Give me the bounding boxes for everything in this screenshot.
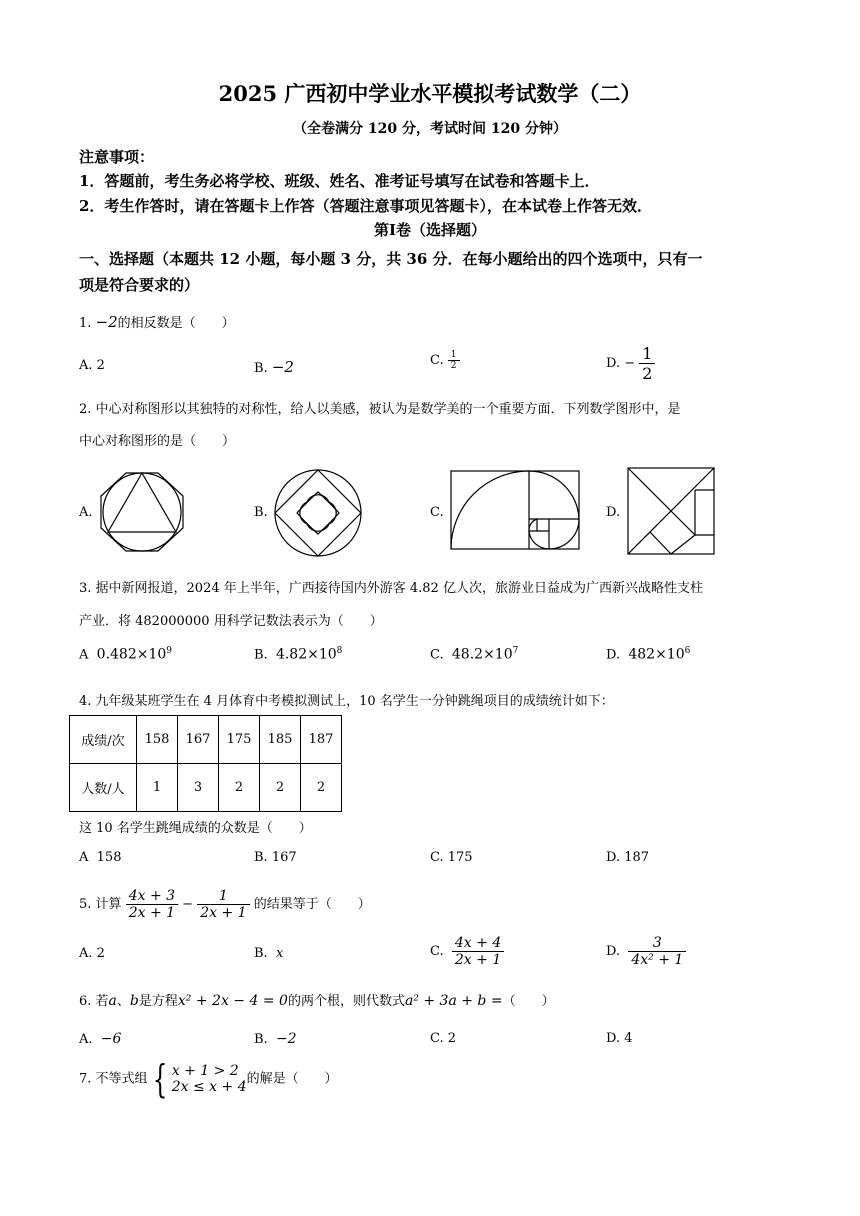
- fraction: [197, 888, 249, 921]
- option-value: 48.2×10: [451, 646, 513, 663]
- variable-b: b: [129, 993, 139, 1009]
- brace-symbol: {: [152, 1057, 167, 1101]
- q6-option-a: [79, 1031, 121, 1047]
- fraction-denominator: 2: [450, 361, 457, 371]
- option-value: 158: [96, 850, 122, 865]
- q1-option-b: [254, 358, 294, 376]
- fraction-numerator: 1: [197, 888, 249, 905]
- question-text: 是方程: [138, 994, 178, 1009]
- equation: x² + 2x − 4 = 0: [177, 993, 288, 1009]
- table-header-cell: 成绩/次: [70, 716, 137, 764]
- option-label: A.: [79, 1032, 93, 1047]
- table-cell: 2: [219, 764, 260, 812]
- circle-square-arcs-figure: [273, 468, 363, 558]
- notes-item-2: 2．考生作答时，请在答题卡上作答（答题注意事项见答题卡），在本试卷上作答无效．: [79, 197, 652, 215]
- question-5-stem: [79, 888, 371, 921]
- q3-option-b: [254, 646, 342, 662]
- q6-option-b: [254, 1031, 297, 1047]
- q1-option-d: [606, 344, 655, 383]
- q3-option-c: [430, 646, 518, 662]
- question-suffix: （ ）: [502, 994, 555, 1009]
- fraction: [628, 935, 686, 968]
- part1-heading-line2: 项是符合要求的）: [79, 276, 200, 294]
- option-label: B.: [254, 946, 268, 961]
- exponent: 9: [166, 646, 173, 656]
- question-4-stem: 4. 九年级某班学生在 4 月体育中考模拟测试上，10 名学生一分钟跳绳项目的成绩统计如下：: [79, 694, 614, 709]
- inequality-line-1: x + 1 > 2: [171, 1063, 239, 1079]
- page-subtitle: （全卷满分 120 分，考试时间 120 分钟）: [293, 121, 567, 137]
- notes-item-1: 1．答题前，考生务必将学校、班级、姓名、准考证号填写在试卷和答题卡上．: [79, 172, 600, 190]
- page-title: 2025 广西初中学业水平模拟考试数学（二）: [218, 81, 642, 106]
- question-prefix: 7. 不等式组: [79, 1071, 148, 1087]
- option-label: C.: [430, 353, 444, 368]
- volume-heading: 第Ⅰ卷（选择题）: [373, 221, 487, 239]
- fraction: [452, 935, 504, 968]
- q5-option-a: A. 2: [79, 946, 105, 961]
- exponent: 7: [512, 646, 519, 656]
- question-3-line2: 产业．将 482000000 用科学记数法表示为（ ）: [79, 614, 383, 629]
- q2-option-b-label: B.: [254, 505, 268, 520]
- golden-spiral-figure: [449, 469, 582, 551]
- q5-option-b: [254, 946, 283, 961]
- table-cell: 185: [260, 716, 301, 764]
- option-value: 482×10: [628, 646, 685, 663]
- fraction-denominator: 2x + 1: [454, 952, 502, 968]
- fraction: [448, 350, 460, 371]
- question-suffix: 的解是（ ）: [246, 1071, 338, 1087]
- option-label: B.: [254, 361, 268, 376]
- fraction-denominator: 2x + 1: [200, 905, 247, 921]
- q5-option-c: [430, 935, 504, 968]
- option-label: A: [79, 850, 89, 865]
- inequality-system: [172, 1063, 247, 1095]
- option-label: B.: [254, 647, 268, 663]
- q1-option-c: [430, 350, 460, 371]
- fraction: [639, 344, 655, 383]
- option-value: −2: [271, 358, 294, 376]
- table-cell: 1: [137, 764, 178, 812]
- q3-option-d: [606, 646, 690, 662]
- exponent: 6: [684, 646, 691, 656]
- option-label: C.: [430, 647, 444, 663]
- question-3-line1: 3. 据中新网报道，2024 年上半年，广西接待国内外游客 4.82 亿人次，旅游业日益成为广西新兴战略性支柱: [79, 581, 703, 596]
- table-cell: 3: [178, 764, 219, 812]
- algebraic-expression: a² + 3a + b =: [404, 993, 503, 1009]
- q6-option-c: C. 2: [430, 1031, 457, 1046]
- q4-option-a: [79, 850, 121, 865]
- minus-sign: −: [182, 897, 194, 912]
- table-header-cell: 人数/人: [70, 764, 137, 812]
- fraction-denominator: 2: [642, 364, 653, 383]
- variable-a: a: [108, 993, 117, 1009]
- table-row: [70, 764, 342, 812]
- q4-option-c: C. 175: [430, 850, 473, 865]
- option-label: D.: [606, 944, 621, 959]
- q4-option-b: B. 167: [254, 850, 297, 865]
- inequality-line-2: 2x ≤ x + 4: [171, 1079, 247, 1095]
- question-2-line1: 2. 中心对称图形以其独特的对称性，给人以美感，被认为是数学美的一个重要方面．下列数学图形中，是: [79, 402, 681, 417]
- option-label: C.: [430, 944, 444, 959]
- question-suffix: 的结果等于（ ）: [253, 897, 371, 912]
- option-label: D.: [606, 356, 621, 371]
- question-text: 的相反数是（ ）: [117, 316, 235, 331]
- q4-option-d: D. 187: [606, 850, 650, 865]
- q3-option-a: [79, 646, 172, 662]
- separator: 、: [116, 994, 130, 1009]
- fraction-numerator: 4x + 3: [126, 888, 178, 905]
- option-label: D.: [606, 647, 621, 663]
- fraction-numerator: 1: [639, 344, 655, 364]
- question-7-stem: [79, 1057, 338, 1101]
- q2-option-d-label: D.: [606, 505, 621, 520]
- score-table: [69, 715, 342, 812]
- part1-heading-line1: 一、选择题（本题共 12 小题，每小题 3 分，共 36 分．在每小题给出的四个选项中，只有一: [79, 250, 703, 268]
- question-prefix: 6. 若: [79, 994, 109, 1009]
- table-cell: 167: [178, 716, 219, 764]
- question-4-question: 这 10 名学生跳绳成绩的众数是（ ）: [79, 821, 312, 836]
- option-value: −6: [100, 1031, 122, 1047]
- q2-option-c-label: C.: [430, 505, 444, 520]
- minus-sign: −: [624, 356, 636, 371]
- octagon-triangle-figure: [97, 470, 187, 554]
- question-number: 1.: [79, 316, 92, 331]
- table-cell: 2: [260, 764, 301, 812]
- fraction: [126, 888, 178, 921]
- option-label: B.: [254, 1032, 268, 1047]
- option-value: 0.482×10: [96, 646, 167, 663]
- fraction-denominator: 4x² + 1: [631, 952, 684, 968]
- tangram-figure: [625, 465, 717, 557]
- q2-option-a-label: A.: [79, 505, 93, 520]
- option-value: −2: [275, 1031, 297, 1047]
- fraction-numerator: 4x + 4: [452, 935, 504, 952]
- table-cell: 175: [219, 716, 260, 764]
- question-prefix: 5. 计算: [79, 897, 122, 912]
- notes-heading: 注意事项：: [79, 148, 155, 166]
- question-6-stem: [79, 990, 555, 1009]
- table-row: [70, 716, 342, 764]
- q1-option-a: A. 2: [79, 358, 105, 373]
- q6-option-d: D. 4: [606, 1031, 633, 1046]
- fraction-denominator: 2x + 1: [128, 905, 176, 921]
- table-cell: 187: [301, 716, 342, 764]
- option-value: x: [275, 946, 284, 961]
- question-1-stem: [79, 312, 235, 331]
- exponent: 8: [336, 646, 343, 656]
- table-cell: 2: [301, 764, 342, 812]
- fraction-numerator: 3: [628, 935, 686, 952]
- fraction-numerator: 1: [448, 350, 460, 361]
- option-label: A: [79, 647, 89, 663]
- table-cell: 158: [137, 716, 178, 764]
- question-2-line2: 中心对称图形的是（ ）: [79, 434, 236, 449]
- question-text: 的两个根，则代数式: [287, 994, 405, 1009]
- q5-option-d: [606, 935, 686, 968]
- option-value: 4.82×10: [275, 646, 337, 663]
- math-expression: −2: [95, 313, 118, 331]
